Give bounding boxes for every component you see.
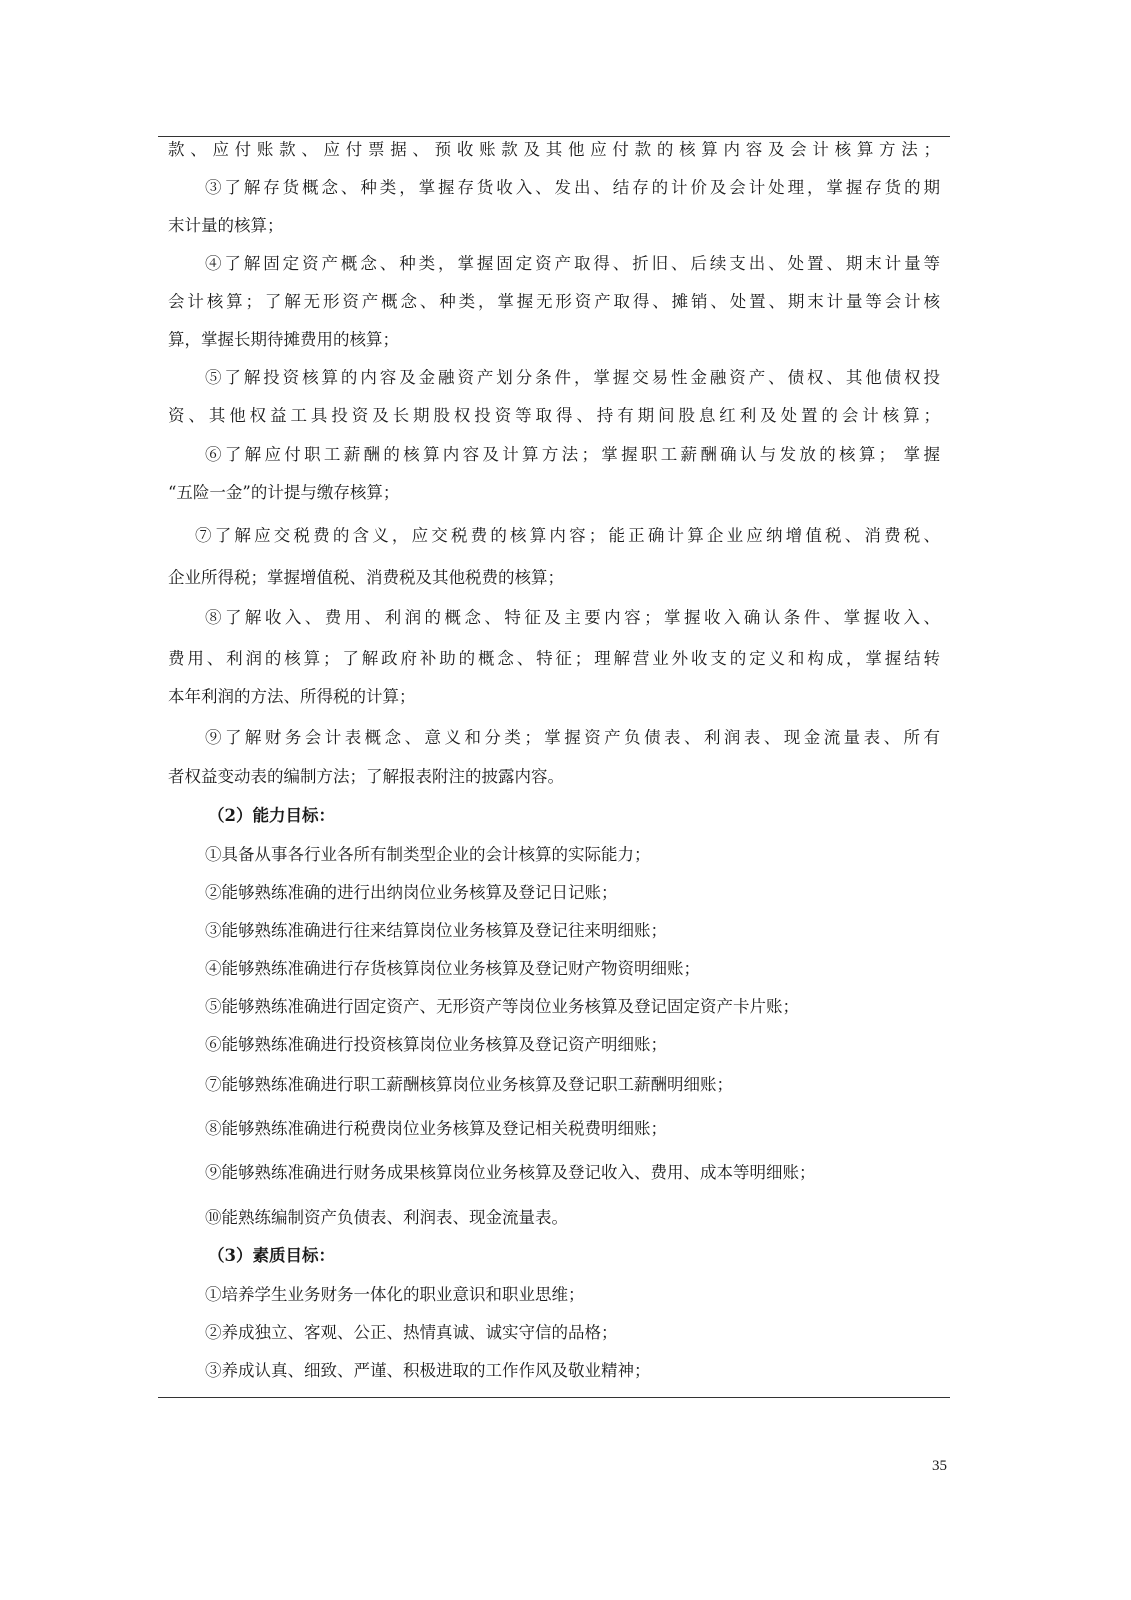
- section-heading-ability: （2）能力目标：: [208, 806, 335, 825]
- list-item: ⑤能够熟练准确进行固定资产、无形资产等岗位业务核算及登记固定资产卡片账；: [205, 997, 799, 1016]
- text-line: 算，掌握长期待摊费用的核算；: [168, 330, 399, 349]
- text-line: 企业所得税；掌握增值税、消费税及其他税费的核算；: [168, 568, 564, 587]
- text-line: ⑥了解应付职工薪酬的核算内容及计算方法；掌握职工薪酬确认与发放的核算； 掌握: [205, 445, 940, 464]
- list-item: ③能够熟练准确进行往来结算岗位业务核算及登记往来明细账；: [205, 921, 667, 940]
- list-item: ③养成认真、细致、严谨、积极进取的工作作风及敬业精神；: [205, 1361, 651, 1380]
- text-line: 本年利润的方法、所得税的计算；: [168, 687, 416, 706]
- list-item: ①培养学生业务财务一体化的职业意识和职业思维；: [205, 1285, 585, 1304]
- text-line: ⑤了解投资核算的内容及金融资产划分条件，掌握交易性金融资产、债权、其他债权投: [205, 368, 940, 387]
- text-line: 费用、利润的核算；了解政府补助的概念、特征；理解营业外收支的定义和构成，掌握结转: [168, 649, 940, 668]
- text-line: ⑦了解应交税费的含义，应交税费的核算内容；能正确计算企业应纳增值税、消费税、: [195, 526, 940, 545]
- list-item: ⑦能够熟练准确进行职工薪酬核算岗位业务核算及登记职工薪酬明细账；: [205, 1075, 733, 1094]
- text-line: ③了解存货概念、种类，掌握存货收入、发出、结存的计价及会计处理，掌握存货的期: [205, 178, 940, 197]
- list-item: ⑥能够熟练准确进行投资核算岗位业务核算及登记资产明细账；: [205, 1035, 667, 1054]
- list-item: ②能够熟练准确的进行出纳岗位业务核算及登记日记账；: [205, 883, 618, 902]
- text-line: ⑧了解收入、费用、利润的概念、特征及主要内容；掌握收入确认条件、掌握收入、: [205, 608, 940, 627]
- text-line: 款、应付账款、应付票据、预收账款及其他应付款的核算内容及会计核算方法；: [168, 140, 940, 159]
- list-item: ①具备从事各行业各所有制类型企业的会计核算的实际能力；: [205, 845, 651, 864]
- list-item: ②养成独立、客观、公正、热情真诚、诚实守信的品格；: [205, 1323, 618, 1342]
- list-item: ⑧能够熟练准确进行税费岗位业务核算及登记相关税费明细账；: [205, 1119, 667, 1138]
- text-line: ④了解固定资产概念、种类，掌握固定资产取得、折旧、后续支出、处置、期末计量等: [205, 254, 940, 273]
- section-heading-quality: （3）素质目标：: [208, 1246, 335, 1265]
- list-item: ⑩能熟练编制资产负债表、利润表、现金流量表。: [205, 1208, 568, 1227]
- page-number: 35: [932, 1458, 947, 1474]
- text-line: ⑨了解财务会计表概念、意义和分类；掌握资产负债表、利润表、现金流量表、所有: [205, 728, 940, 747]
- text-line: “五险一金”的计提与缴存核算；: [168, 483, 400, 502]
- header-rule: [158, 136, 950, 137]
- footer-rule: [158, 1397, 950, 1398]
- list-item: ⑨能够熟练准确进行财务成果核算岗位业务核算及登记收入、费用、成本等明细账；: [205, 1163, 816, 1182]
- text-line: 资、其他权益工具投资及长期股权投资等取得、持有期间股息红利及处置的会计核算；: [168, 406, 940, 425]
- text-line: 末计量的核算；: [168, 216, 284, 235]
- text-line: 者权益变动表的编制方法；了解报表附注的披露内容。: [168, 767, 564, 786]
- list-item: ④能够熟练准确进行存货核算岗位业务核算及登记财产物资明细账；: [205, 959, 700, 978]
- text-line: 会计核算；了解无形资产概念、种类，掌握无形资产取得、摊销、处置、期末计量等会计核: [168, 292, 940, 311]
